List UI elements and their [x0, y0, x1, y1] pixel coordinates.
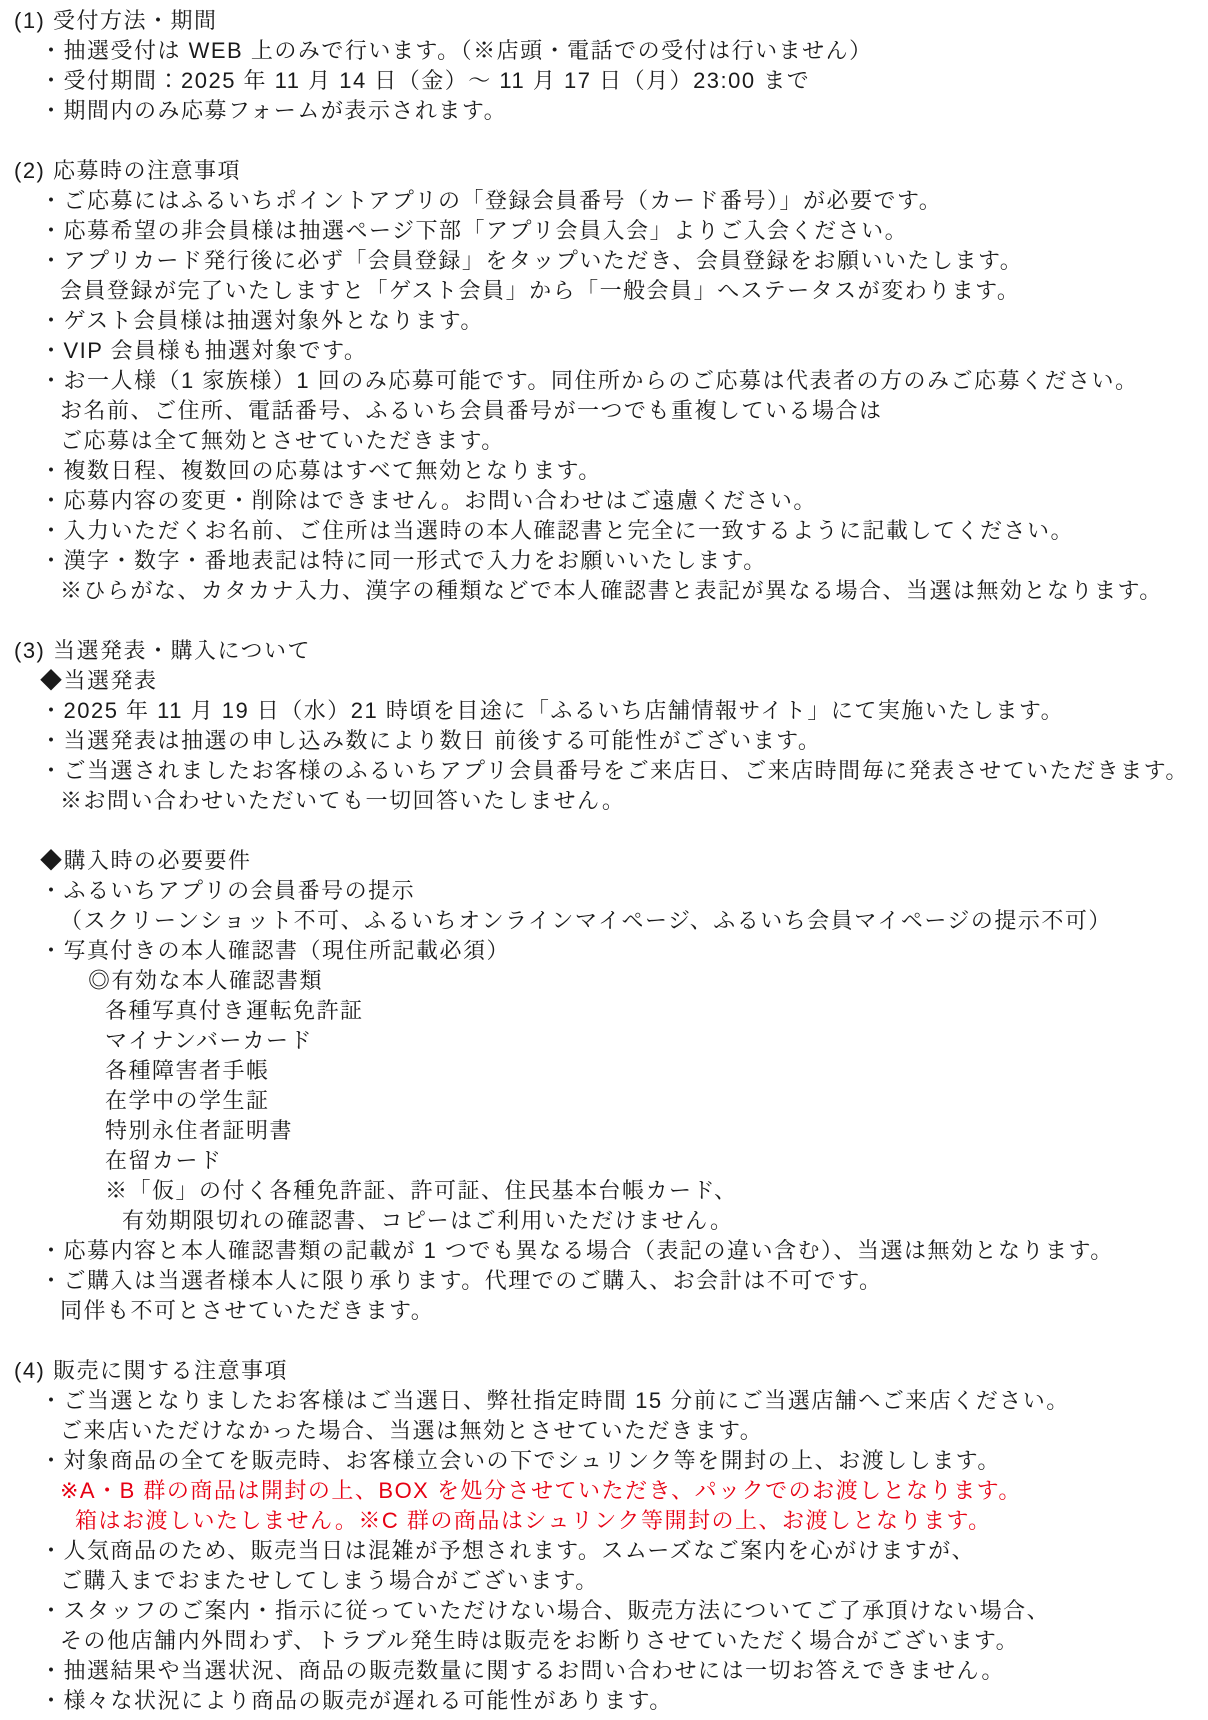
- text-line: 各種障害者手帳: [105, 1058, 270, 1083]
- text-line: ・応募希望の非会員様は抽選ページ下部「アプリ会員入会」よりご入会ください。: [40, 218, 909, 243]
- text-line: 在留カード: [105, 1148, 223, 1173]
- text-line: ・当選発表は抽選の申し込み数により数日 前後する可能性がございます。: [40, 728, 822, 753]
- text-line: ◆当選発表: [40, 668, 158, 693]
- text-line: 在学中の学生証: [105, 1088, 270, 1113]
- text-line: ・お一人様（1 家族様）1 回のみ応募可能です。同住所からのご応募は代表者の方のみご応募ください。: [40, 368, 1139, 393]
- text-line: その他店舗内外問わず、トラブル発生時は販売をお断りさせていただく場合がございます。: [60, 1628, 1020, 1653]
- text-line: 箱はお渡しいたしません。※C 群の商品はシュリンク等開封の上、お渡しとなります。: [75, 1508, 992, 1533]
- text-line: ・複数日程、複数回の応募はすべて無効となります。: [40, 458, 602, 483]
- text-line: ・漢字・数字・番地表記は特に同一形式で入力をお願いいたします。: [40, 548, 767, 573]
- text-line: ◎有効な本人確認書類: [88, 968, 324, 993]
- text-line: 同伴も不可とさせていただきます。: [60, 1298, 435, 1323]
- text-line: （スクリーンショット不可、ふるいちオンラインマイページ、ふるいち会員マイページの提示不可）: [60, 908, 1112, 933]
- text-line: ・抽選結果や当選状況、商品の販売数量に関するお問い合わせには一切お答えできません。: [40, 1658, 1005, 1683]
- text-line: (3) 当選発表・購入について: [14, 638, 312, 663]
- text-line: ・人気商品のため、販売当日は混雑が予想されます。スムーズなご案内を心がけますが、: [40, 1538, 976, 1563]
- text-line: (4) 販売に関する注意事項: [14, 1358, 289, 1383]
- text-line: 各種写真付き運転免許証: [105, 998, 364, 1023]
- text-line: ・VIP 会員様も抽選対象です。: [40, 338, 368, 363]
- text-line: ・対象商品の全てを販売時、お客様立会いの下でシュリンク等を開封の上、お渡しします。: [40, 1448, 1001, 1473]
- text-line: ・期間内のみ応募フォームが表示されます。: [40, 98, 508, 123]
- text-line: ・2025 年 11 月 19 日（水）21 時頃を目途に「ふるいち店舗情報サイト」にて実施いたします。: [40, 698, 1065, 723]
- text-line: ※お問い合わせいただいても一切回答いたしません。: [60, 788, 626, 813]
- text-line: ※「仮」の付く各種免許証、許可証、住民基本台帳カード、: [105, 1178, 738, 1203]
- section-3: [0, 636, 1208, 1326]
- text-line: ・ご購入は当選者様本人に限り承ります。代理でのご購入、お会計は不可です。: [40, 1268, 883, 1293]
- text-line: ・ご当選されましたお客様のふるいちアプリ会員番号をご来店日、ご来店時間毎に発表させていただきます。: [40, 758, 1189, 783]
- text-line: マイナンバーカード: [105, 1028, 313, 1053]
- section-4: [0, 1356, 1208, 1716]
- text-line: ・受付期間：2025 年 11 月 14 日（金）～ 11 月 17 日（月）23:00 まで: [40, 68, 811, 93]
- text-line: ご応募は全て無効とさせていただきます。: [60, 428, 505, 453]
- blank-line: [0, 816, 1208, 846]
- text-line: お名前、ご住所、電話番号、ふるいち会員番号が一つでも重複している場合は: [60, 398, 883, 423]
- text-line: ※ひらがな、カタカナ入力、漢字の種類などで本人確認書と表記が異なる場合、当選は無効となります。: [60, 578, 1163, 603]
- text-line: ・アプリカード発行後に必ず「会員登録」をタップいただき、会員登録をお願いいたします。: [40, 248, 1024, 273]
- text-line: ・ご応募にはふるいちポイントアプリの「登録会員番号（カード番号）」が必要です。: [40, 188, 943, 213]
- text-line: ・入力いただくお名前、ご住所は当選時の本人確認書と完全に一致するように記載してください。: [40, 518, 1075, 543]
- text-line: ・様々な状況により商品の販売が遅れる可能性があります。: [40, 1688, 673, 1713]
- text-line: ・抽選受付は WEB 上のみで行います。（※店頭・電話での受付は行いません）: [40, 38, 873, 63]
- text-line: (1) 受付方法・期間: [14, 8, 218, 33]
- text-line: ・写真付きの本人確認書（現住所記載必須）: [40, 938, 511, 963]
- text-line: ・応募内容の変更・削除はできません。お問い合わせはご遠慮ください。: [40, 488, 817, 513]
- text-line: ・ご当選となりましたお客様はご当選日、弊社指定時間 15 分前にご当選店舗へご来店ください。: [40, 1388, 1070, 1413]
- text-line: ◆購入時の必要要件: [40, 848, 252, 873]
- text-line: ご購入までおまたせしてしまう場合がございます。: [60, 1568, 599, 1593]
- text-line: ・ゲスト会員様は抽選対象外となります。: [40, 308, 484, 333]
- text-line: ご来店いただけなかった場合、当選は無効とさせていただきます。: [60, 1418, 764, 1443]
- text-line: ・ふるいちアプリの会員番号の提示: [40, 878, 416, 903]
- text-line: ・応募内容と本人確認書類の記載が 1 つでも異なる場合（表記の違い含む）、当選は無効となります。: [40, 1238, 1114, 1263]
- text-line: 特別永住者証明書: [105, 1118, 294, 1143]
- section-1: [0, 6, 1208, 126]
- text-line: (2) 応募時の注意事項: [14, 158, 242, 183]
- text-line: ※A・B 群の商品は開封の上、BOX を処分させていただき、パックでのお渡しとなります。: [60, 1478, 1022, 1503]
- section-2: [0, 156, 1208, 606]
- text-line: ・スタッフのご案内・指示に従っていただけない場合、販売方法についてご了承頂けない場合、: [40, 1598, 1051, 1623]
- text-line: 有効期限切れの確認書、コピーはご利用いただけません。: [122, 1208, 734, 1233]
- text-line: 会員登録が完了いたしますと「ゲスト会員」から「一般会員」へステータスが変わります。: [60, 278, 1021, 303]
